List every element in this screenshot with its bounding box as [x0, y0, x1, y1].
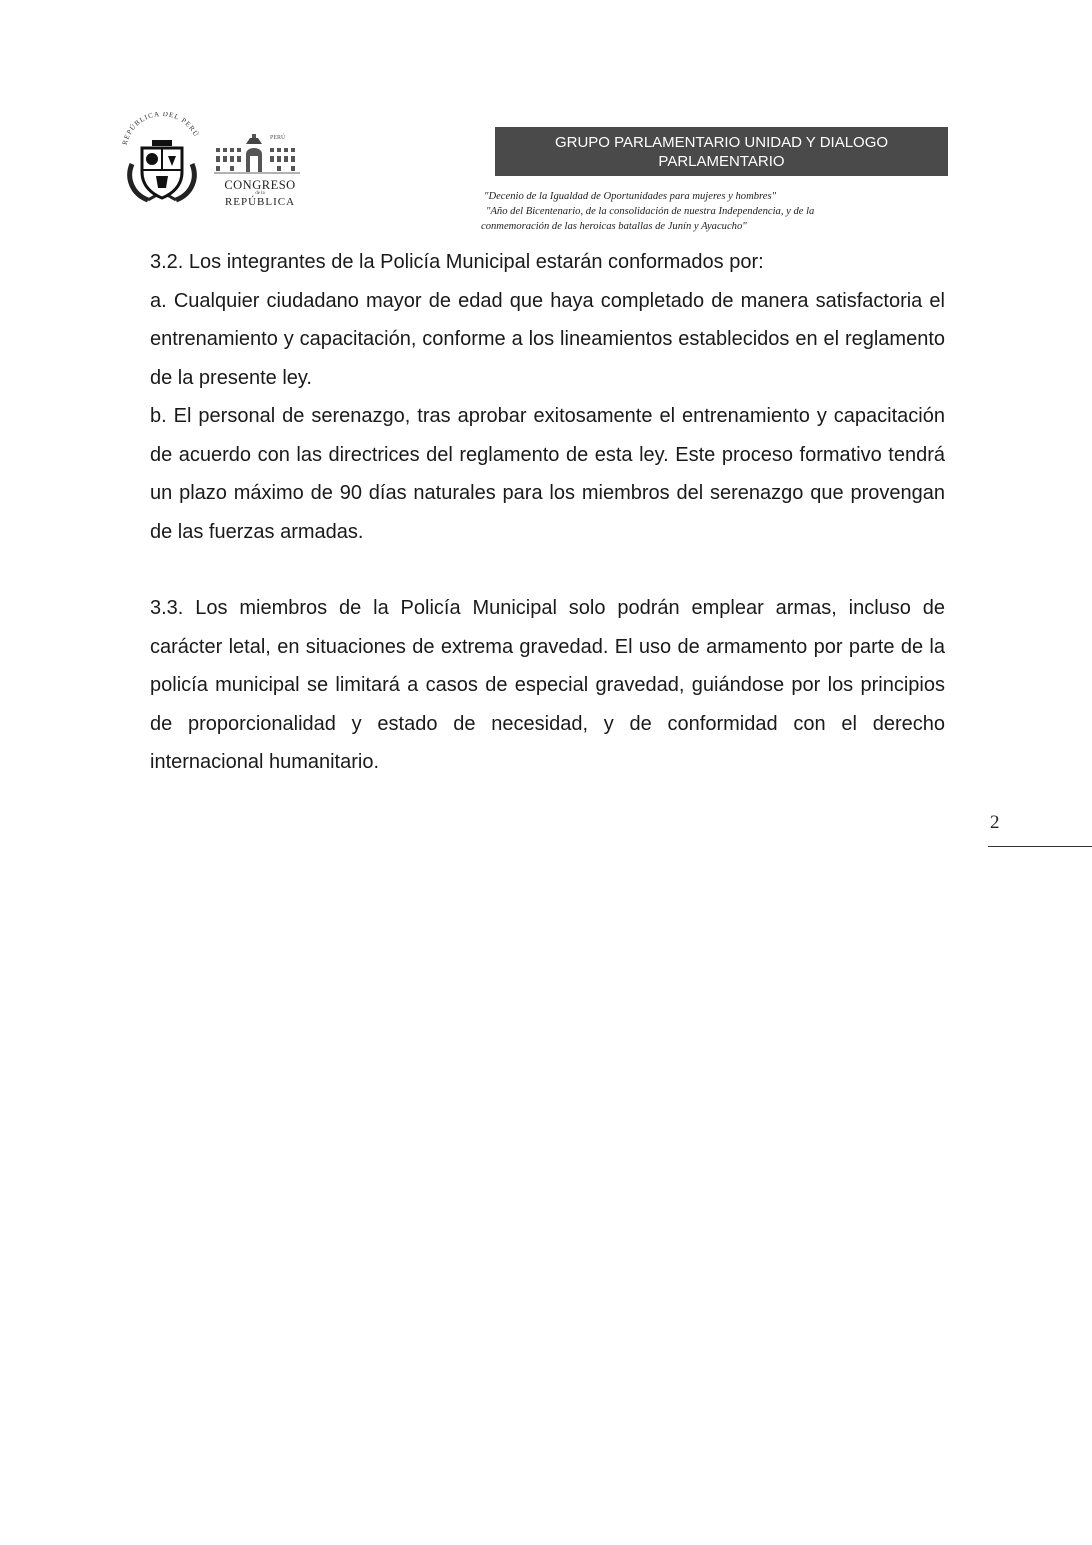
svg-text:REPÚBLICA DEL PERÚ: REPÚBLICA DEL PERÚ: [120, 112, 201, 146]
congress-logo-sub: REPÚBLICA: [224, 196, 296, 208]
group-banner: [495, 127, 948, 176]
header-mottos: [481, 189, 961, 234]
paragraph-gap: [150, 551, 945, 589]
footer-rule: [988, 846, 1092, 847]
congress-logo-small-label: de la: [255, 191, 265, 196]
congress-logo-peru-label: PERÚ: [270, 135, 286, 141]
paragraph-3-2-b: b. El personal de serenazgo, tras aprobar exitosamente el entrenamiento y capacitación de acuerdo con las directrices del reglamento de esta ley. Este proceso formativo tendrá un plazo máximo de 90 días naturales para los miembros del serenazgo que provengan de las fuerzas armadas.: [150, 405, 945, 543]
page-number: 2: [990, 812, 1000, 833]
paragraph-3-2-a: a. Cualquier ciudadano mayor de edad que haya completado de manera satisfactoria el entrenamiento y capacitación, conforme a los lineamientos establecidos en el reglamento de la presente ley.: [150, 289, 945, 389]
motto-anio-line1: "Año del Bicentenario, de la consolidación de nuestra Independencia, y de la: [486, 206, 815, 217]
paragraph-3-3: 3.3. Los miembros de la Policía Municipal solo podrán emplear armas, incluso de carácter letal, en situaciones de extrema gravedad. El uso de armamento por parte de la policía municipal se limitará a casos de especial gravedad, guiándose por los principios de proporcionalidad y estado de necesidad, y de conformidad con el derecho internacional humanitario.: [150, 597, 945, 773]
motto-anio-line2: conmemoración de las heroicas batallas de Junín y Ayacucho": [481, 221, 747, 232]
congress-logo-word: CONGRESO: [224, 178, 296, 192]
group-banner-line1: GRUPO PARLAMENTARIO UNIDAD Y DIALOGO: [554, 134, 889, 151]
peru-coat-of-arms-seal: [118, 112, 206, 208]
document-body: [150, 243, 945, 782]
motto-decenio: "Decenio de la Igualdad de Oportunidades para mujeres y hombres": [484, 191, 777, 202]
group-banner-line2: PARLAMENTARIO: [658, 153, 785, 170]
congreso-logo: [212, 130, 308, 210]
paragraph-3-2: 3.2. Los integrantes de la Policía Municipal estarán conformados por:: [150, 251, 764, 273]
